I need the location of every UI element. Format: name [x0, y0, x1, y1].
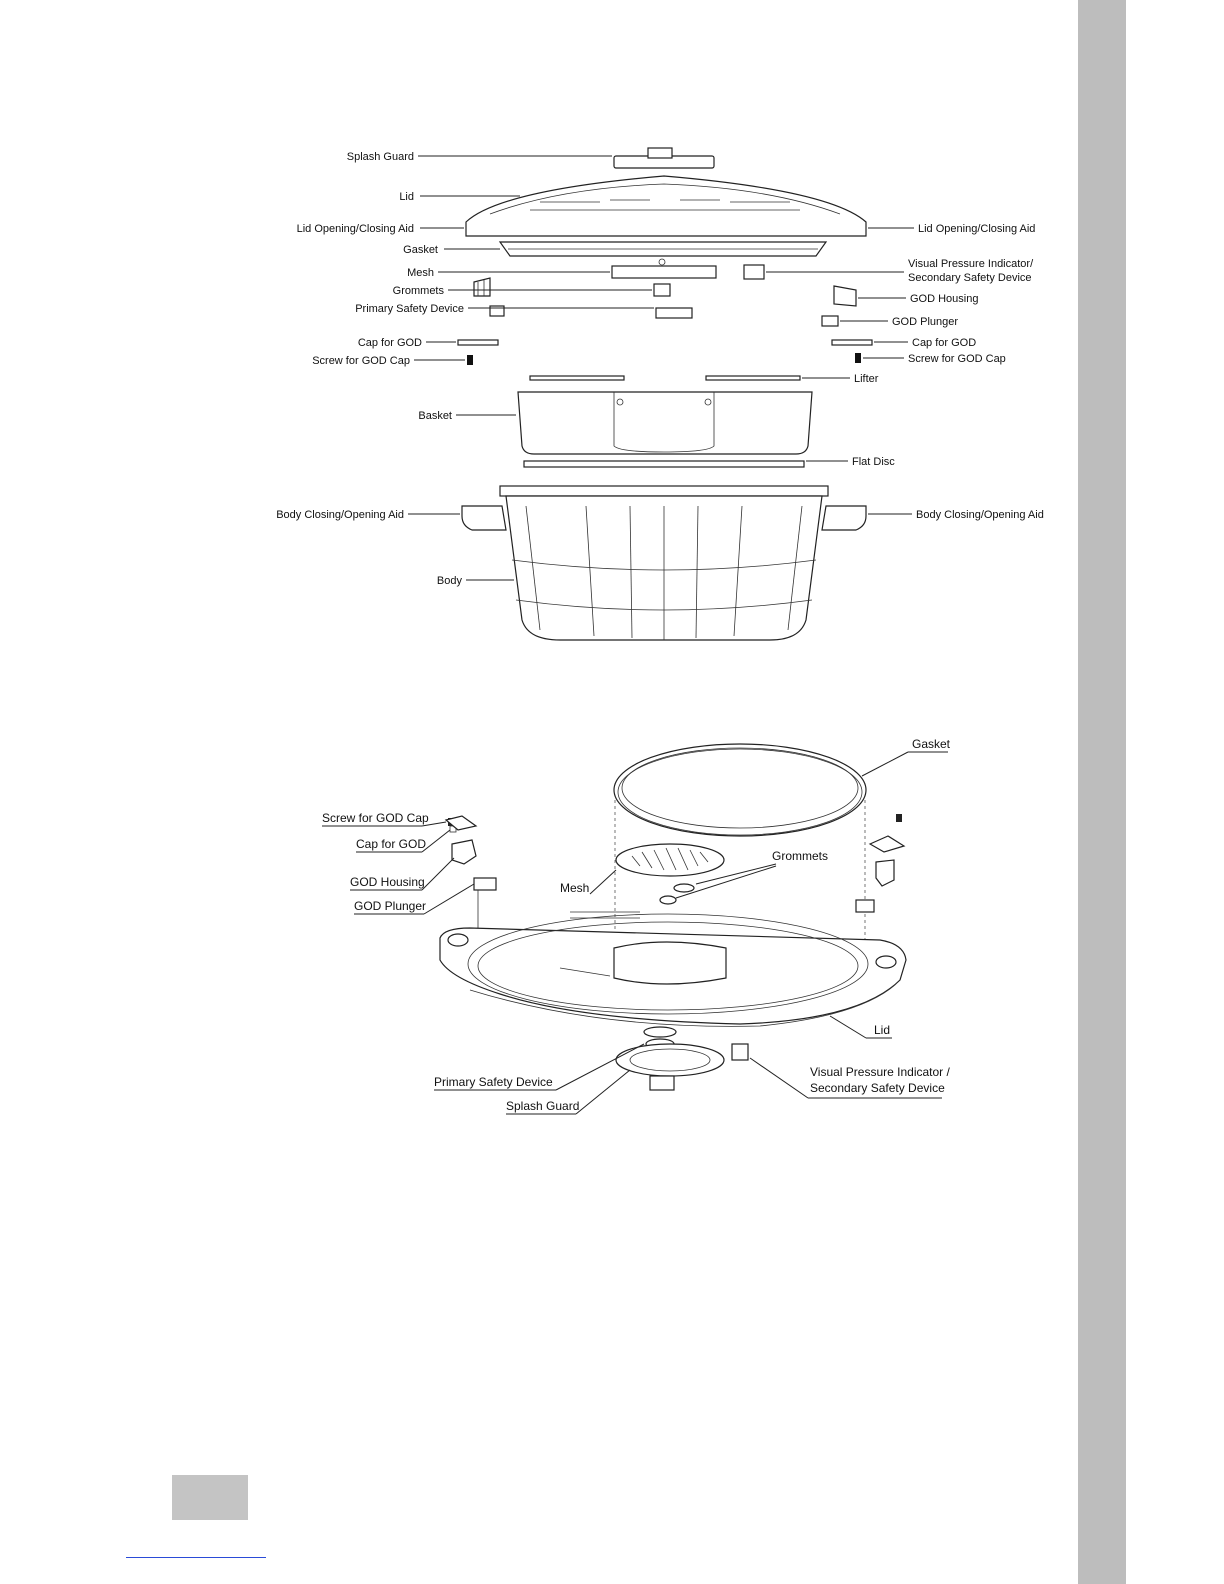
label-gasket-bottom: Gasket [912, 737, 951, 751]
splash-guard-bottom-part [616, 1044, 724, 1090]
label-lid-aid-left: Lid Opening/Closing Aid [296, 223, 414, 235]
label-lifter: Lifter [854, 373, 879, 385]
label-body-aid-right: Body Closing/Opening Aid [916, 509, 1044, 521]
label-body: Body [436, 575, 462, 587]
label-mesh: Mesh [407, 267, 434, 279]
label-screw-right: Screw for GOD Cap [908, 353, 1006, 365]
lid-base-part [440, 912, 906, 1026]
label-splash-guard: Splash Guard [346, 151, 414, 163]
leader-lid-bottom [830, 1016, 866, 1038]
label-grommets: Grommets [392, 285, 444, 297]
label-primary-safety: Primary Safety Device [355, 303, 464, 315]
label-god-housing-bottom: GOD Housing [350, 875, 425, 889]
label-vpi-bottom-line2: Secondary Safety Device [810, 1081, 945, 1095]
label-gasket: Gasket [403, 244, 438, 256]
leader-god-housing-bottom [422, 858, 454, 890]
label-body-aid-left: Body Closing/Opening Aid [276, 509, 404, 521]
label-vpi-line2: Secondary Safety Device [908, 272, 1032, 284]
label-vpi-bottom-line1: Visual Pressure Indicator / [810, 1065, 950, 1079]
label-lid: Lid [399, 191, 414, 203]
leader-god-plunger-bottom [424, 884, 474, 914]
label-screw-bottom: Screw for GOD Cap [322, 811, 429, 825]
leader-vpi-bottom [750, 1058, 808, 1098]
grommet-part-a [674, 884, 694, 892]
label-cap-god-left: Cap for GOD [357, 337, 422, 349]
label-lid-aid-right: Lid Opening/Closing Aid [918, 223, 1036, 235]
label-lid-bottom: Lid [874, 1023, 891, 1037]
label-splash-guard-bottom: Splash Guard [506, 1099, 580, 1113]
label-screw-left: Screw for GOD Cap [312, 355, 410, 367]
mesh-disc-part [616, 844, 724, 876]
label-cap-bottom: Cap for GOD [356, 837, 427, 851]
god-right-stack [856, 814, 904, 912]
label-primary-safety-bottom: Primary Safety Device [434, 1075, 553, 1089]
label-mesh-bottom: Mesh [560, 881, 590, 895]
label-god-plunger: GOD Plunger [892, 316, 959, 328]
page-number-box [172, 1475, 248, 1520]
label-basket: Basket [418, 410, 452, 422]
vpi-bottom-part [732, 1044, 748, 1060]
label-god-housing: GOD Housing [910, 293, 979, 305]
leader-gasket-bottom [862, 752, 908, 776]
leader-splash-guard-bottom [576, 1070, 630, 1114]
leader-cap-bottom [422, 830, 450, 852]
label-flat-disc: Flat Disc [852, 456, 895, 468]
label-vpi-line1: Visual Pressure Indicator/ [908, 258, 1034, 270]
god-left-stack [446, 816, 496, 930]
grommet-part-b [660, 896, 676, 904]
footer-link-line [126, 1557, 266, 1558]
leader-mesh-bottom [590, 870, 616, 894]
label-grommets-bottom: Grommets [772, 849, 829, 863]
gasket-ring-part [614, 744, 866, 836]
label-god-plunger-bottom: GOD Plunger [354, 899, 427, 913]
label-cap-god-right: Cap for GOD [912, 337, 977, 349]
